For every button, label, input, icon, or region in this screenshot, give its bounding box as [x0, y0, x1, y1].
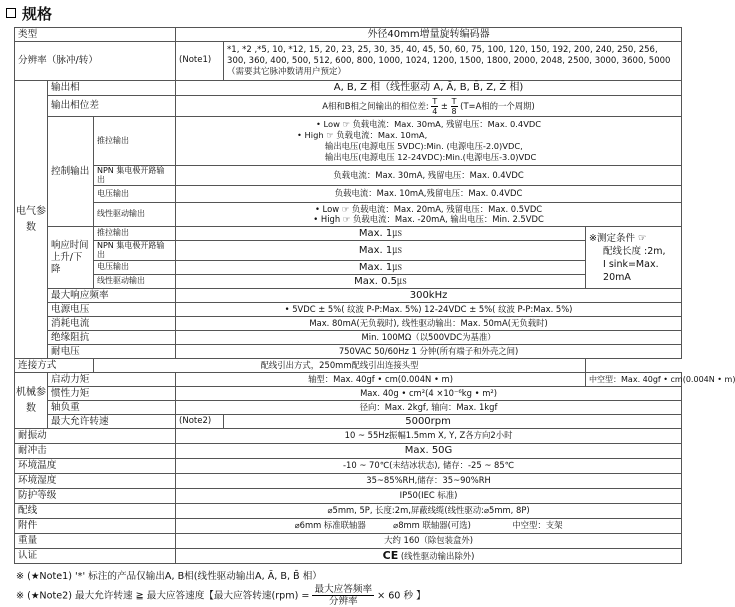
cond-line1: ※测定条件 ☞ [589, 232, 647, 244]
phase-diff-prefix: A相和B相之间输出的相位差: [322, 100, 429, 111]
label-shaft-load: 轴负重 [48, 401, 176, 415]
frac-den: 4 [432, 106, 438, 116]
label-withstand: 耐电压 [48, 345, 176, 359]
label-wiring: 配线 [15, 504, 176, 519]
frac-num: T [432, 96, 438, 106]
plus-minus: ± [440, 100, 448, 111]
value-temp: -10 ~ 70℃(未结冰状态), 储存：-25 ~ 85℃ [176, 459, 682, 474]
value-inertia: Max. 40g • cm²(4 ×10⁻⁶kg • m²) [176, 387, 682, 401]
value-cert [176, 549, 682, 564]
value-output-phase: A, B, Z 相（线性驱动 A, Ā, B, B̄, Z, Z̄ 相) [176, 81, 682, 96]
value-max-speed: 5000rpm [224, 415, 682, 429]
value-type: 外径40mm增量旋转编码器 [176, 28, 682, 42]
cond-line3: I sink=Max. 20mA [603, 258, 659, 283]
label-resolution: 分辨率（脉冲/转） [15, 42, 176, 81]
row-resolution [15, 42, 682, 81]
group-mechanical: 机械参数 [15, 373, 48, 429]
value-shaft-load: 径向：Max. 2kgf, 轴向：Max. 1kgf [176, 401, 682, 415]
value-wiring: ⌀5mm, 5P, 长度:2m,屏蔽线缆(线性驱动:⌀5mm, 8P) [176, 504, 682, 519]
row-type [15, 28, 682, 42]
footnote-2-fraction [312, 584, 374, 607]
value-voltage: 负载电流：Max. 10mA,残留电压：Max. 0.4VDC [176, 186, 682, 203]
value-torque-hollow: 中空型：Max. 40gf • cm(0.004N • m) [586, 373, 682, 387]
label-temp: 环境温度 [15, 459, 176, 474]
frac-den: 8 [451, 106, 457, 116]
ce-mark-icon: CE [382, 548, 399, 562]
frac-num: T [451, 96, 457, 106]
label-consumption: 消耗电流 [48, 317, 176, 331]
value-withstand: 750VAC 50/60Hz 1 分钟(所有端子和外壳之间) [176, 345, 682, 359]
note2-marker: (Note2) [176, 415, 224, 429]
fraction-t8 [451, 97, 458, 116]
value-insulation: Min. 100MΩ（以500VDC为基准） [176, 331, 682, 345]
accessory-optional: ⌀8mm 联轴器(可选) [393, 520, 471, 531]
label-insulation: 绝缘阻抗 [48, 331, 176, 345]
value-humidity: 35~85%RH,储存：35~90%RH [176, 474, 682, 489]
section-title [6, 2, 52, 24]
label-push-pull: 推拉输出 [94, 117, 176, 166]
value-line-driver [176, 203, 682, 227]
value-resp-push-pull: Max. 1㎲ [176, 227, 586, 241]
value-npn: 负载电流：Max. 30mA, 残留电压：Max. 0.4VDC [176, 166, 682, 186]
value-weight: 大约 160（除包装盒外) [176, 534, 682, 549]
fraction-denominator: 分辨率 [328, 596, 358, 607]
square-bullet-icon [6, 8, 16, 18]
accessory-standard: ⌀6mm 标准联轴器 [294, 520, 366, 531]
value-consumption: Max. 80mA(无负载时), 线性驱动输出：Max. 50mA(无负载时) [176, 317, 682, 331]
push-pull-low: • Low ☞ 负载电流：Max. 30mA, 残留电压：Max. 0.4VDC [316, 119, 542, 129]
value-shock: Max. 50G [176, 444, 682, 459]
label-voltage: 电压输出 [94, 186, 176, 203]
label-max-speed: 最大允许转速 [48, 415, 176, 429]
page-title: 规格 [22, 4, 53, 23]
cert-note: (线性驱动输出除外) [400, 550, 475, 561]
value-max-freq: 300kHz [176, 289, 682, 303]
label-output-phase: 输出相 [48, 81, 176, 96]
label-accessory: 附件 [15, 519, 176, 534]
label-cert: 认证 [15, 549, 176, 564]
line-driver-high: • High ☞ 负载电流：Max. -20mA, 输出电压：Min. 2.5VDC [313, 213, 544, 224]
label-resp-npn: NPN 集电极开路输出 [94, 241, 176, 261]
label-shock: 耐冲击 [15, 444, 176, 459]
value-resolution: *1, *2 ,*5, 10, *12, 15, 20, 23, 25, 30, 35, 40, 45, 50, 60, 75, 100, 120, 150, 192, 200, 240, 250, 256, 300, 360, 400, 500, 512, 600, 800, 1000, 1024, 1200, 1500, 1800, 2000, 2048, 2500, 3000, 3600, 5000 （需要其它脉冲数请用户预定） [224, 42, 682, 81]
value-phase-diff [176, 96, 682, 117]
label-line-driver: 线性驱动输出 [94, 203, 176, 227]
value-resp-voltage: Max. 1㎲ [176, 261, 586, 275]
footnote-2-prefix: ※ (★Note2) 最大允许转速 ≧ 最大应答速度【最大应答转速(rpm) = [16, 590, 310, 602]
push-pull-high: • High ☞ 负载电流：Max. 10mA, [297, 130, 428, 140]
push-pull-high2: 输出电压(电源电压 5VDC):Min. (电源电压-2.0)VDC, [325, 141, 523, 151]
label-max-freq: 最大响应频率 [48, 289, 176, 303]
label-resp-voltage: 电压输出 [94, 261, 176, 275]
spec-table [14, 27, 735, 564]
label-resp-push-pull: 推拉输出 [94, 227, 176, 241]
footnote-1: ※ (★Note1) '*' 标注的产品仅输出A, B相(线性驱动输出A, Ā, B, B̄ 相） [16, 571, 322, 582]
label-inertia: 惯性力矩 [48, 387, 176, 401]
footnote-2 [16, 584, 426, 607]
label-resp-line-driver: 线性驱动输出 [94, 275, 176, 289]
line-driver-low: • Low ☞ 负载电流：Max. 20mA, 残留电压：Max. 0.5VDC [314, 203, 543, 214]
measurement-conditions [586, 227, 682, 289]
label-humidity: 环境湿度 [15, 474, 176, 489]
label-control-output: 控制输出 [48, 117, 94, 227]
label-weight: 重量 [15, 534, 176, 549]
label-phase-diff: 输出相位差 [48, 96, 176, 117]
note1-marker: (Note1) [176, 42, 224, 81]
label-connection: 连接方式 [15, 359, 94, 373]
label-response: 响应时间上升/下降 [48, 227, 94, 289]
cond-line2: 配线长度 :2m, [603, 245, 666, 257]
value-torque-shaft: 轴型：Max. 40gf • cm(0.004N • m) [176, 373, 586, 387]
value-protection: IP50(IEC 标准) [176, 489, 682, 504]
label-vibration: 耐振动 [15, 429, 176, 444]
accessory-hollow: 中空型：支架 [512, 520, 563, 531]
value-push-pull [176, 117, 682, 166]
label-power: 电源电压 [48, 303, 176, 317]
label-torque: 启动力矩 [48, 373, 176, 387]
label-protection: 防护等级 [15, 489, 176, 504]
label-npn: NPN 集电极开路输出 [94, 166, 176, 186]
value-power: • 5VDC ± 5%( 纹波 P-P:Max. 5%) 12-24VDC ± 5%( 纹波 P-P:Max. 5%) [176, 303, 682, 317]
value-resp-line-driver: Max. 0.5㎲ [176, 275, 586, 289]
value-resp-npn: Max. 1㎲ [176, 241, 586, 261]
value-connection: 配线引出方式，250mm配线引出连接头型 [94, 359, 586, 373]
footnote-2-suffix: × 60 秒 】 [377, 590, 426, 602]
value-accessory [176, 519, 682, 534]
label-type: 类型 [15, 28, 176, 42]
group-electrical: 电气参数 [15, 81, 48, 359]
push-pull-high3: 输出电压(电源电压 12-24VDC):Min.(电源电压-3.0)VDC [325, 152, 537, 162]
fraction-numerator: 最大应答频率 [314, 584, 373, 595]
fraction-t4 [431, 97, 438, 116]
phase-diff-suffix: (T=A相的一个周期) [460, 100, 535, 111]
value-vibration: 10 ~ 55Hz振幅1.5mm X, Y, Z各方向2小时 [176, 429, 682, 444]
